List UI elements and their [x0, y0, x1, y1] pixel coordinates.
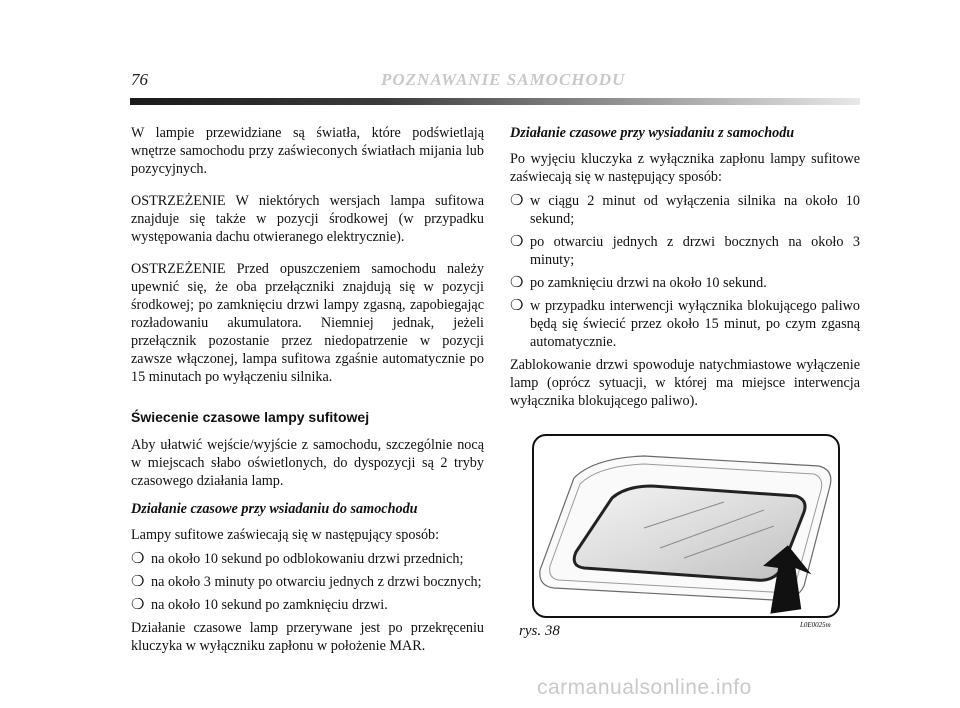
circle-bullet-icon: ❍	[131, 574, 145, 590]
section-title: POZNAWANIE SAMOCHODU	[381, 70, 626, 89]
circle-bullet-icon: ❍	[131, 551, 145, 567]
figure-code: L0E0025m	[800, 621, 831, 629]
ceiling-lamp-figure	[532, 434, 840, 618]
right-column	[510, 124, 860, 424]
ceiling-lamp-illustration	[534, 436, 838, 616]
circle-bullet-icon: ❍	[510, 298, 524, 314]
heading-paragraph: Aby ułatwić wejście/wyjście z samochodu, szczególnie nocą w miejscach słabo oświetlonych, do dyspozycji są 2 tryby czasowego działania lamp.	[131, 437, 484, 489]
bullet-list-entering	[131, 550, 484, 614]
list-intro-right: Po wyjęciu kluczyka z wyłącznika zapłonu lampy sufitowe zaświecają się w następujący sposób:	[510, 151, 860, 185]
circle-bullet-icon: ❍	[510, 275, 524, 291]
list-item: ❍ na około 10 sekund po odblokowaniu drzwi przednich;	[131, 551, 464, 567]
figure-caption: rys. 38	[519, 623, 560, 639]
left-column	[131, 124, 484, 669]
watermark-text: carmanualsonline.info	[537, 676, 752, 699]
circle-bullet-icon: ❍	[131, 597, 145, 613]
header-rule	[130, 98, 860, 105]
warning-paragraph-2: OSTRZEŻENIE Przed opuszczeniem samochodu należy upewnić się, że oba przełączniki znajdują się w pozycji środkowej; po zamknięciu drzwi lampy zgasną, zapobiegając rozładowaniu akumulatora. Niemniej jednak, jeżeli przełącznik pozostanie przez niedopatrzenie w pozycji zawsze włączonej, lampa sufitowa zgaśnie automatycznie po 15 minutach po wyłączeniu silnika.	[131, 261, 484, 385]
intro-paragraph: W lampie przewidziane są światła, które podświetlają wnętrze samochodu przy zaświeconych światłach mijania lub pozycyjnych.	[131, 125, 484, 177]
closing-paragraph-left: Działanie czasowe lamp przerywane jest po przekręceniu kluczyka w wyłączniku zapłonu w położenie MAR.	[131, 620, 484, 654]
warning-paragraph-1: OSTRZEŻENIE W niektórych wersjach lampa sufitowa znajduje się także w pozycji środkowej (w przypadku występowania dachu otwieranego elektrycznie).	[131, 193, 484, 245]
circle-bullet-icon: ❍	[510, 193, 524, 209]
bullet-list-exiting	[510, 192, 860, 351]
subheading-exiting: Działanie czasowe przy wysiadaniu z samochodu	[510, 125, 795, 141]
section-heading: Świecenie czasowe lampy sufitowej	[131, 409, 370, 425]
list-item: ❍ na około 10 sekund po zamknięciu drzwi.	[131, 597, 388, 613]
list-item: ❍ po otwarciu jednych z drzwi bocznych na około 3 minuty;	[510, 234, 860, 268]
subheading-entering: Działanie czasowe przy wsiadaniu do samochodu	[131, 501, 418, 517]
list-intro: Lampy sufitowe zaświecają się w następujący sposób:	[131, 527, 440, 543]
list-item: ❍ na około 3 minuty po otwarciu jednych z drzwi bocznych;	[131, 574, 482, 590]
circle-bullet-icon: ❍	[510, 234, 524, 250]
closing-paragraph-right: Zablokowanie drzwi spowoduje natychmiastowe wyłączenie lamp (oprócz sytuacji, w której ma miejsce interwencja wyłącznika blokującego paliwo).	[510, 357, 860, 409]
list-item: ❍ w przypadku interwencji wyłącznika blokującego paliwo będą się świecić przez około 15 minut, po czym zgasną automatycznie.	[510, 298, 860, 350]
list-item: ❍ w ciągu 2 minut od wyłączenia silnika na około 10 sekund;	[510, 193, 860, 227]
list-item: ❍ po zamknięciu drzwi na około 10 sekund.	[510, 275, 767, 291]
page-number: 76	[131, 70, 148, 89]
